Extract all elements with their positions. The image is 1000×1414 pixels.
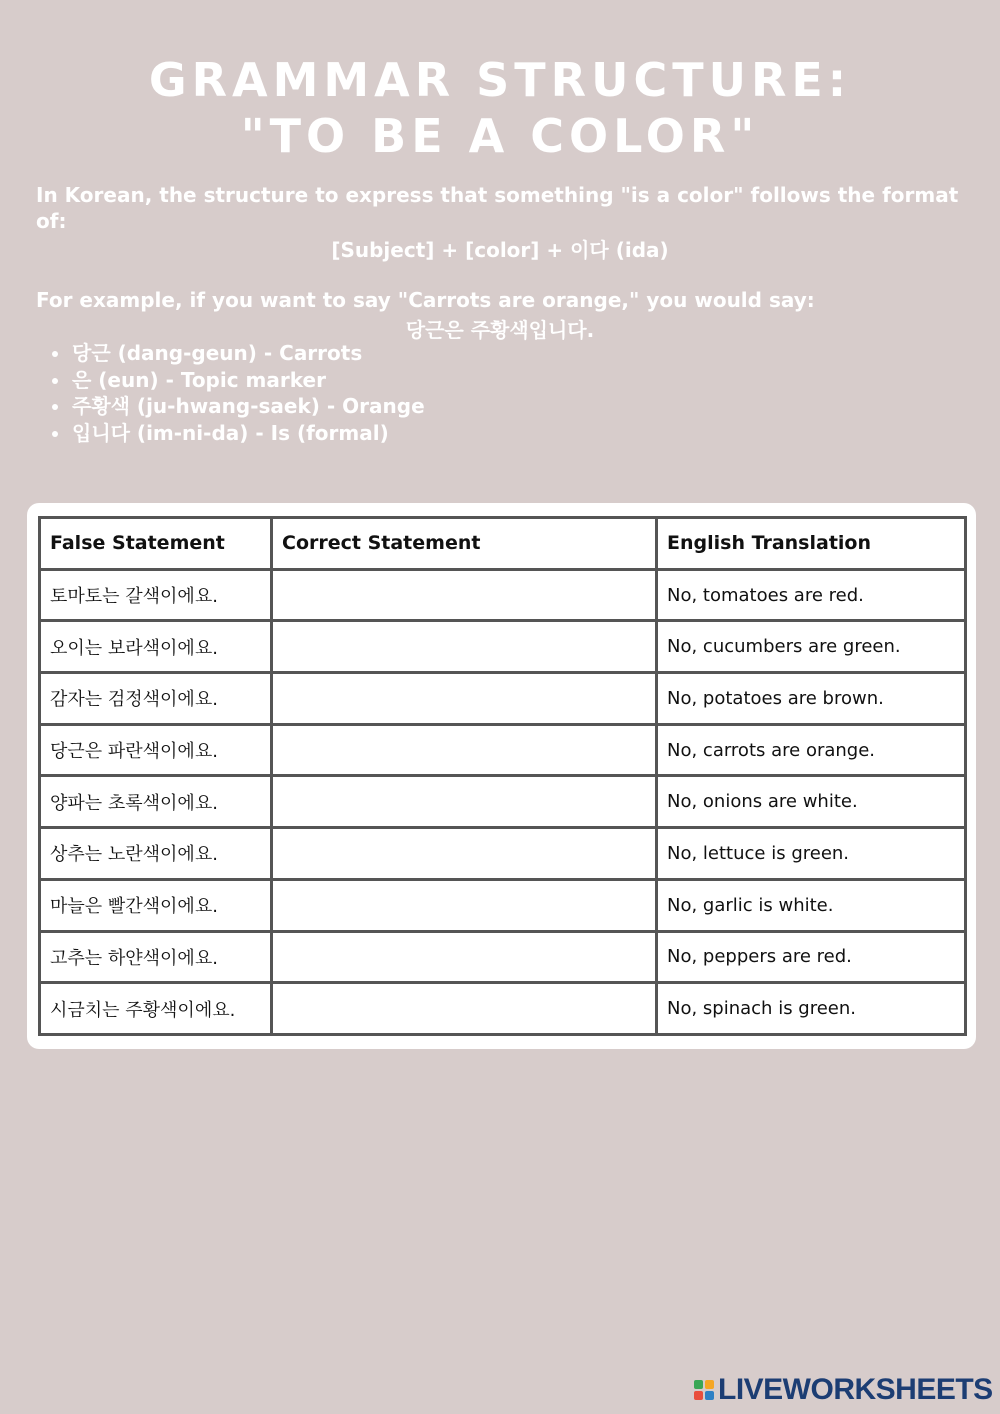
english-translation-cell: No, spinach is green. [657, 983, 966, 1035]
title-line-2: "TO BE A COLOR" [240, 109, 760, 163]
vocab-item [50, 420, 425, 447]
table-row [40, 983, 966, 1035]
header-english-translation: English Translation [657, 518, 966, 570]
logo-square-icon [705, 1380, 714, 1389]
false-statement-cell: 고추는 하얀색이에요. [40, 931, 272, 983]
exercise-table [38, 516, 967, 1036]
correct-statement-answer-cell[interactable] [272, 724, 657, 776]
english-translation-cell: No, peppers are red. [657, 931, 966, 983]
logo-square-icon [694, 1380, 703, 1389]
false-statement-cell: 당근은 파란색이에요. [40, 724, 272, 776]
correct-statement-answer-cell[interactable] [272, 983, 657, 1035]
correct-statement-answer-cell[interactable] [272, 673, 657, 725]
header-correct-statement: Correct Statement [272, 518, 657, 570]
vocab-item [50, 340, 425, 367]
english-translation-cell: No, potatoes are brown. [657, 673, 966, 725]
liveworksheets-logo[interactable] [694, 1374, 994, 1406]
vocab-item-text: 당근 (dang-geun) - Carrots [72, 341, 363, 365]
table-row [40, 724, 966, 776]
table-row [40, 879, 966, 931]
vocab-item-text: 은 (eun) - Topic marker [72, 367, 326, 392]
page-title [0, 52, 1000, 164]
bullet-icon [52, 404, 58, 410]
vocab-list [50, 340, 425, 446]
exercise-card [27, 503, 976, 1049]
header-false-statement: False Statement [40, 518, 272, 570]
table-row [40, 931, 966, 983]
table-row [40, 569, 966, 621]
vocab-item [50, 367, 425, 394]
intro-text: In Korean, the structure to express that something "is a color" follows the format of: [36, 183, 959, 233]
bullet-icon [52, 378, 58, 384]
english-translation-cell: No, onions are white. [657, 776, 966, 828]
brand-name: LIVEWORKSHEETS [718, 1373, 993, 1406]
example-korean: 당근은 주황색입니다. [405, 318, 595, 342]
vocab-item-text: 주황색 (ju-hwang-saek) - Orange [72, 394, 425, 418]
table-row [40, 828, 966, 880]
bullet-icon [52, 351, 58, 357]
bullet-icon [52, 431, 58, 437]
table-row [40, 673, 966, 725]
correct-statement-answer-cell[interactable] [272, 621, 657, 673]
table-row [40, 621, 966, 673]
false-statement-cell: 오이는 보라색이에요. [40, 621, 272, 673]
example-sentence: For example, if you want to say "Carrots are orange," you would say: [36, 288, 815, 312]
vocab-item [50, 393, 425, 420]
correct-statement-answer-cell[interactable] [272, 828, 657, 880]
false-statement-cell: 양파는 초록색이에요. [40, 776, 272, 828]
correct-statement-answer-cell[interactable] [272, 569, 657, 621]
false-statement-cell: 시금치는 주황색이에요. [40, 983, 272, 1035]
correct-statement-answer-cell[interactable] [272, 776, 657, 828]
title-line-1: GRAMMAR STRUCTURE: [148, 53, 852, 107]
vocab-item-text: 입니다 (im-ni-da) - Is (formal) [72, 420, 389, 445]
table-row [40, 776, 966, 828]
table-header-row [40, 518, 966, 570]
english-translation-cell: No, carrots are orange. [657, 724, 966, 776]
english-translation-cell: No, tomatoes are red. [657, 569, 966, 621]
liveworksheets-logo-icon [694, 1380, 714, 1400]
english-translation-cell: No, garlic is white. [657, 879, 966, 931]
logo-square-icon [705, 1391, 714, 1400]
structure-formula: [Subject] + [color] + 이다 (ida) [331, 238, 669, 262]
false-statement-cell: 감자는 검정색이에요. [40, 673, 272, 725]
correct-statement-answer-cell[interactable] [272, 931, 657, 983]
english-translation-cell: No, cucumbers are green. [657, 621, 966, 673]
correct-statement-answer-cell[interactable] [272, 879, 657, 931]
false-statement-cell: 마늘은 빨간색이에요. [40, 879, 272, 931]
false-statement-cell: 상추는 노란색이에요. [40, 828, 272, 880]
false-statement-cell: 토마토는 갈색이에요. [40, 569, 272, 621]
english-translation-cell: No, lettuce is green. [657, 828, 966, 880]
logo-square-icon [694, 1391, 703, 1400]
